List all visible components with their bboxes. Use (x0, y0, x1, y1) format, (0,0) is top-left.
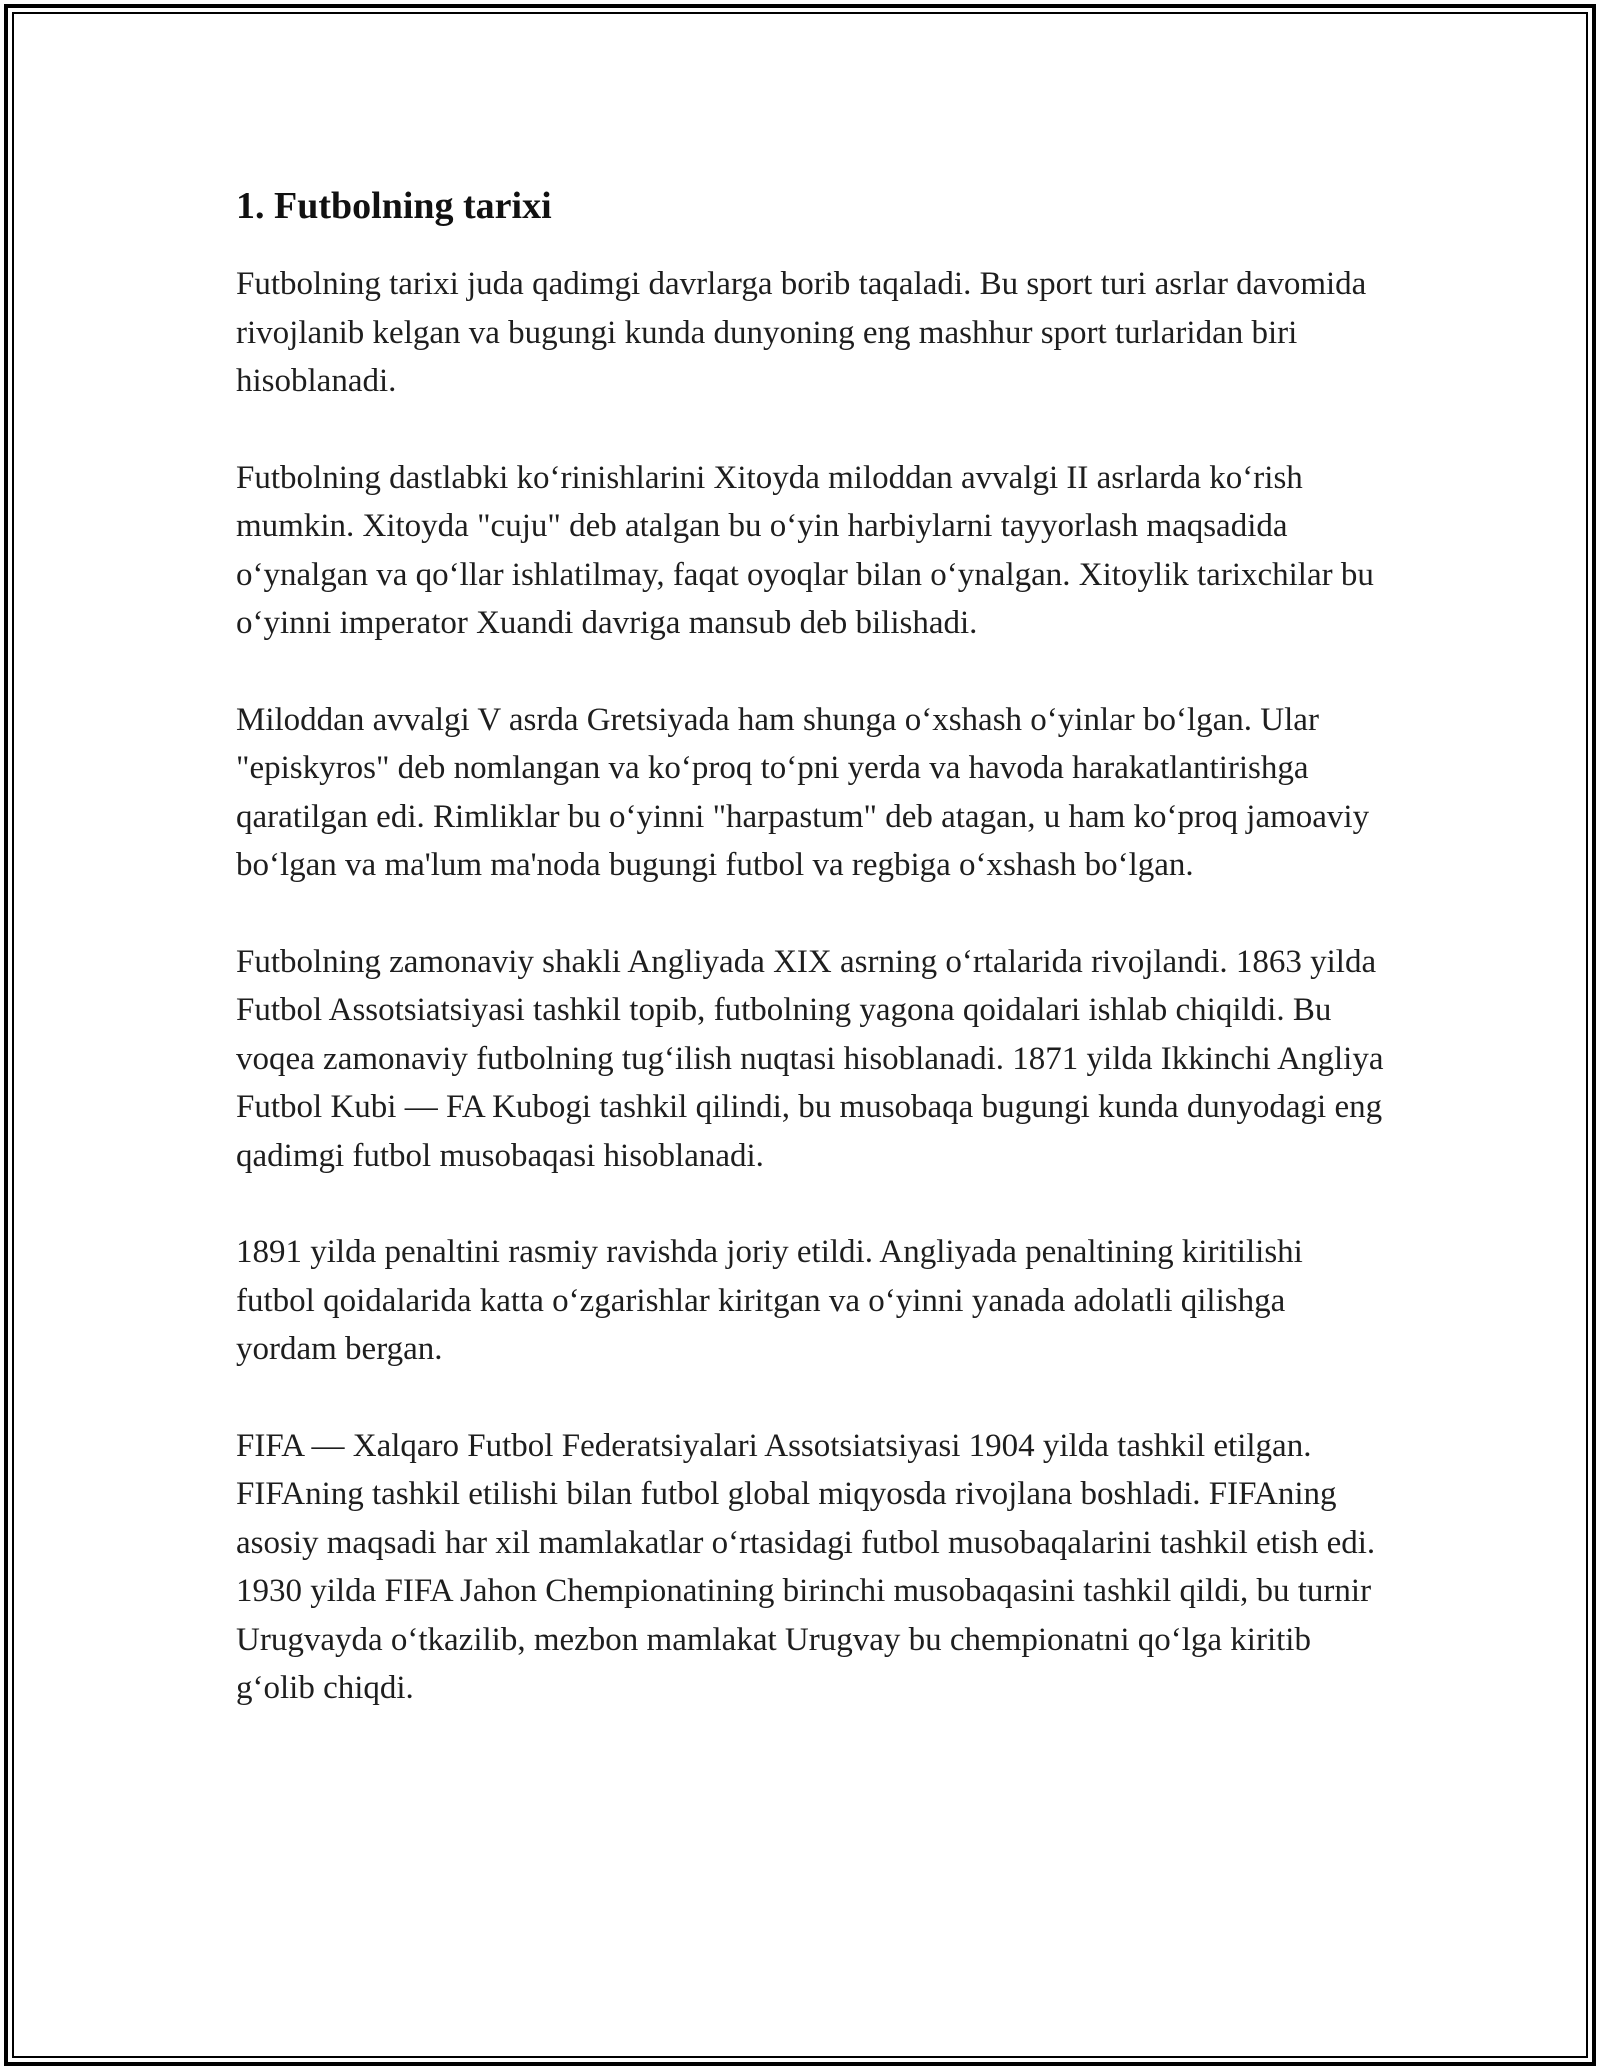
document-body (236, 184, 1386, 1761)
paragraph-greece-rome: Miloddan avvalgi V asrda Gretsiyada ham shunga o‘xshash o‘yinlar bo‘lgan. Ular "episkyros" deb nomlangan va ko‘proq to‘pni yerda va havoda harakatlantirishga qaratilgan edi. Rimliklar bu o‘yinni "harpastum" deb atagan, u ham ko‘proq jamoaviy bo‘lgan va ma'lum ma'noda bugungi futbol va regbiga o‘xshash bo‘lgan. (236, 701, 1370, 883)
paragraph-england-modern: Futbolning zamonaviy shakli Angliyada XIX asrning o‘rtalarida rivojlandi. 1863 yilda Futbol Assotsiatsiyasi tashkil topib, futbolning yagona qoidalari ishlab chiqildi. Bu voqea zamonaviy futbolning tug‘ilish nuqtasi hisoblanadi. 1871 yilda Ikkinchi Angliya Futbol Kubi — FA Kubogi tashkil qilindi, bu musobaqa bugungi kunda dunyodagi eng qadimgi futbol musobaqasi hisoblanadi. (236, 943, 1384, 1174)
paragraph-fifa: FIFA — Xalqaro Futbol Federatsiyalari Assotsiatsiyasi 1904 yilda tashkil etilgan. FIFAning tashkil etilishi bilan futbol global miqyosda rivojlana boshladi. FIFAning asosiy maqsadi har xil mamlakatlar o‘rtasidagi futbol musobaqalarini tashkil etish edi. 1930 yilda FIFA Jahon Chempionatining birinchi musobaqasini tashkil qildi, bu turnir Urugvayda o‘tkazilib, mezbon mamlakat Urugvay bu chempionatni qo‘lga kiritib g‘olib chiqdi. (236, 1427, 1376, 1706)
paragraph-penalty: 1891 yilda penaltini rasmiy ravishda joriy etildi. Angliyada penaltining kiritilishi futbol qoidalarida katta o‘zgarishlar kiritgan va o‘yinni yanada adolatli qilishga yordam bergan. (236, 1234, 1303, 1367)
section-heading: 1. Futbolning tarixi (236, 185, 552, 227)
paragraph-china-cuju: Futbolning dastlabki ko‘rinishlarini Xitoyda miloddan avvalgi II asrlarda ko‘rish mumkin. Xitoyda "cuju" deb atalgan bu o‘yin harbiylarni tayyorlash maqsadida o‘ynalgan va qo‘llar ishlatilmay, faqat oyoqlar bilan o‘ynalgan. Xitoylik tarixchilar bu o‘yinni imperator Xuandi davriga mansub deb bilishadi. (236, 459, 1374, 641)
paragraph-intro: Futbolning tarixi juda qadimgi davrlarga borib taqaladi. Bu sport turi asrlar davomida rivojlanib kelgan va bugungi kunda dunyoning eng mashhur sport turlaridan biri hisoblanadi. (236, 266, 1367, 399)
